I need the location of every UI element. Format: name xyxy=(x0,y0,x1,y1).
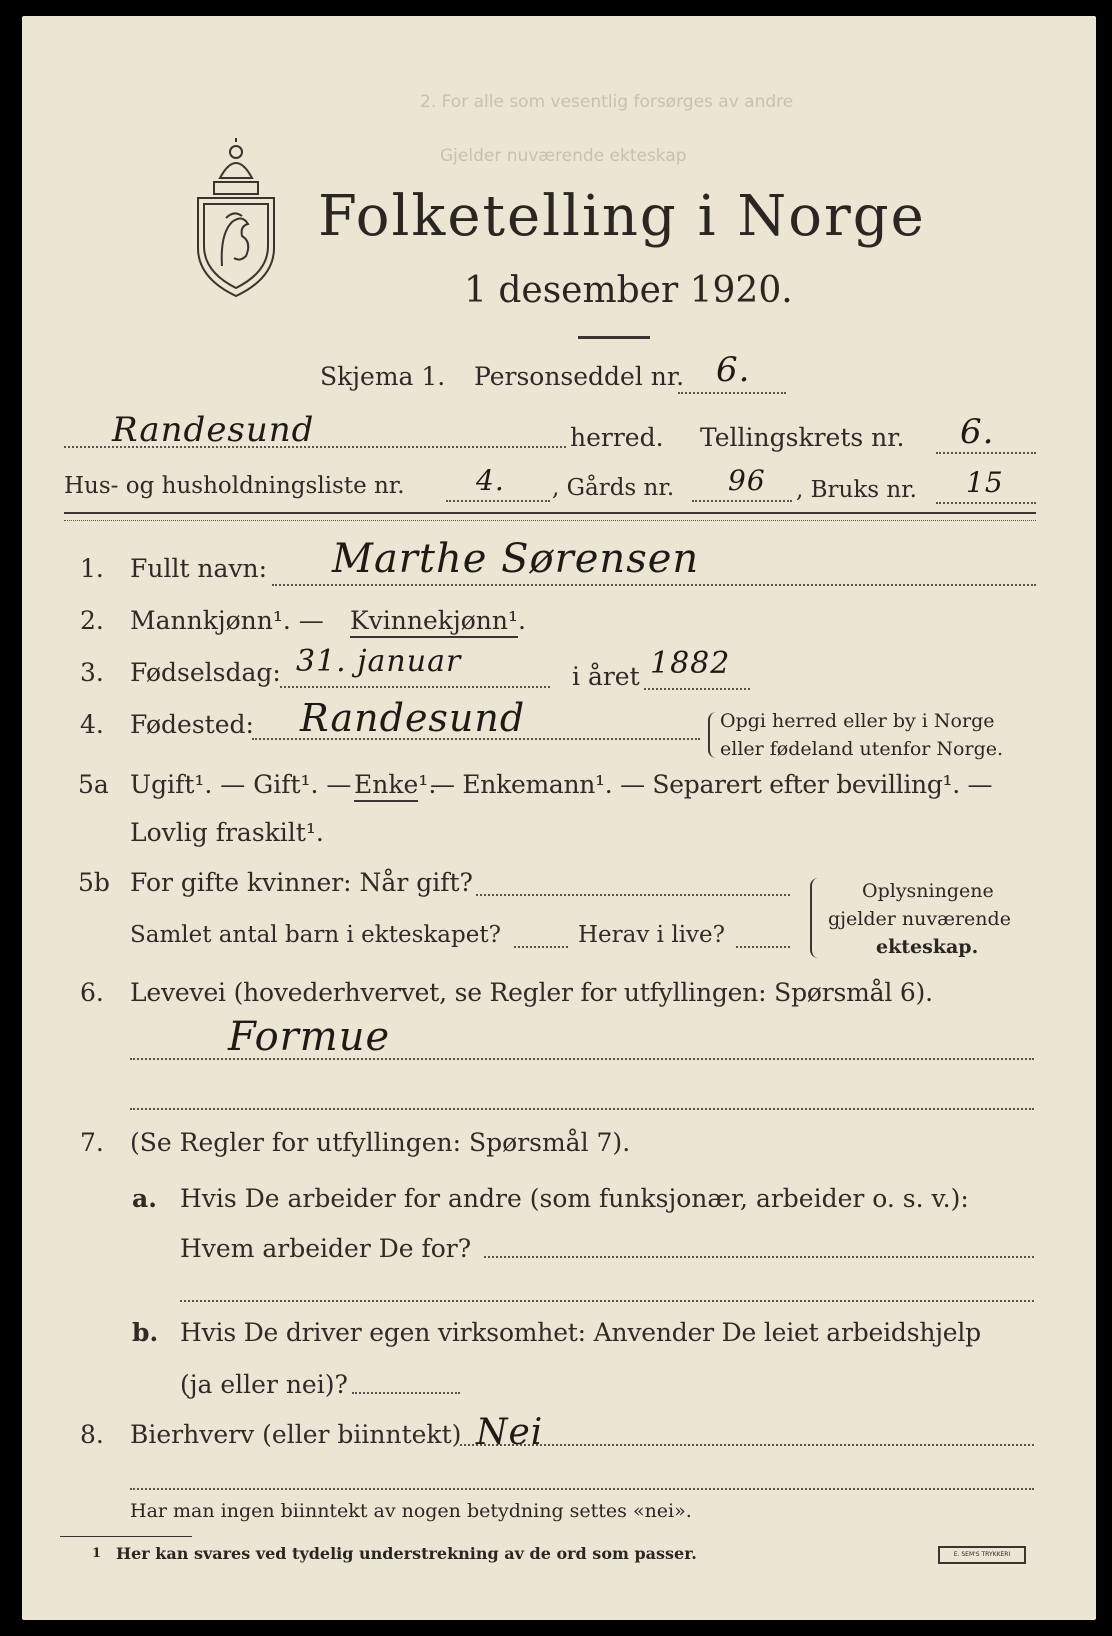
q4-line xyxy=(252,738,700,740)
q4-note-line1: Opgi herred eller by i Norge xyxy=(720,710,995,732)
bleed-through-text: Gjelder nuværende ekteskap xyxy=(440,146,687,166)
title-divider xyxy=(578,336,650,339)
gards-line xyxy=(692,500,792,502)
footnote-mark: 1 xyxy=(92,1546,102,1561)
tellingskrets-value: 6. xyxy=(960,412,995,452)
q2-female-underline xyxy=(350,636,518,638)
q7a-line1: Hvis De arbeider for andre (som funksjonær, arbeider o. s. v.): xyxy=(180,1184,969,1213)
q5a-options-start: Ugift¹. — Gift¹. — xyxy=(130,770,352,799)
q3-label: Fødselsdag: xyxy=(130,658,281,687)
footnote-divider xyxy=(60,1536,192,1537)
q7a-extra-line xyxy=(180,1300,1034,1302)
q5b-alive-label: Herav i live? xyxy=(578,922,725,948)
q7b-letter: b. xyxy=(132,1318,159,1347)
q5a-options-line2: Lovlig fraskilt¹. xyxy=(130,818,324,847)
footnote-text: Her kan svares ved tydelig understrekning av de ord som passer. xyxy=(116,1544,697,1563)
q1-label: Fullt navn: xyxy=(130,554,268,583)
q8-line xyxy=(460,1444,1034,1446)
q1-number: 1. xyxy=(80,554,104,583)
q5b-line1-label: For gifte kvinner: Når gift? xyxy=(130,868,473,897)
q8-number: 8. xyxy=(80,1420,104,1449)
q3-year-label: i året xyxy=(572,662,640,691)
personseddel-label: Personseddel nr. xyxy=(474,362,685,391)
q4-note-line2: eller fødeland utenfor Norge. xyxy=(720,738,1004,760)
q4-birthplace-value: Randesund xyxy=(300,696,526,740)
gards-value: 96 xyxy=(728,464,766,497)
q3-year-line xyxy=(644,688,750,690)
q7b-answer-line xyxy=(352,1392,460,1394)
q2-female-option: Kvinnekjønn¹. xyxy=(350,606,526,635)
q6-label: Levevei (hovederhvervet, se Regler for utfyllingen: Spørsmål 6). xyxy=(130,978,933,1007)
q5a-enke-underline xyxy=(354,800,418,802)
q6-number: 6. xyxy=(80,978,104,1007)
q7b-line2: (ja eller nei)? xyxy=(180,1370,348,1399)
q3-birthday-value: 31. januar xyxy=(296,644,462,679)
header-divider xyxy=(64,512,1036,514)
q7b-line1: Hvis De driver egen virksomhet: Anvender De leiet arbeidshjelp xyxy=(180,1318,981,1347)
form-title: Folketelling i Norge xyxy=(318,184,926,249)
personseddel-line xyxy=(678,392,786,394)
q8-side-income-value: Nei xyxy=(476,1412,544,1453)
q5a-options-end: — Enkemann¹. — Separert efter bevilling¹. — xyxy=(430,770,993,799)
census-date: 1 desember 1920. xyxy=(464,270,793,311)
husliste-label: Hus- og husholdningsliste nr. xyxy=(64,473,405,499)
q6-line2 xyxy=(130,1108,1034,1110)
q2-male-option: Mannkjønn¹. — xyxy=(130,606,324,635)
printer-stamp-text: E. SEM'S TRYKKERI xyxy=(953,1551,1011,1558)
header-divider-dotted xyxy=(64,520,1036,521)
q5b-note-line2: gjelder nuværende xyxy=(828,908,1011,930)
footer-note: Har man ingen biinntekt av nogen betydning settes «nei». xyxy=(130,1500,692,1522)
bleed-through-text: 2. For alle som vesentlig forsørges av andre xyxy=(420,92,794,112)
q5b-note-line3: ekteskap. xyxy=(876,936,979,958)
q6-occupation-value: Formue xyxy=(228,1014,391,1060)
q3-line xyxy=(280,686,550,688)
q7a-line2: Hvem arbeider De for? xyxy=(180,1234,472,1263)
q1-line xyxy=(272,584,1036,586)
q3-number: 3. xyxy=(80,658,104,687)
q8-extra-line xyxy=(130,1488,1034,1490)
q7a-letter: a. xyxy=(132,1184,157,1213)
q4-note-brace xyxy=(708,712,716,758)
q4-number: 4. xyxy=(80,710,104,739)
bruks-value: 15 xyxy=(966,466,1004,499)
q7-label: (Se Regler for utfyllingen: Spørsmål 7). xyxy=(130,1128,631,1157)
herred-label: herred. xyxy=(570,423,664,452)
q5b-children-label: Samlet antal barn i ekteskapet? xyxy=(130,922,501,948)
q1-full-name-value: Marthe Sørensen xyxy=(332,536,700,582)
printer-stamp xyxy=(938,1546,1026,1564)
q5b-married-line xyxy=(476,894,790,896)
q3-year-value: 1882 xyxy=(650,646,731,681)
bruks-line xyxy=(936,502,1036,504)
q7-number: 7. xyxy=(80,1128,104,1157)
q6-line1 xyxy=(130,1058,1034,1060)
bruks-label: , Bruks nr. xyxy=(796,477,917,503)
tellingskrets-line xyxy=(936,452,1036,454)
herred-value: Randesund xyxy=(112,410,315,450)
q5b-alive-line xyxy=(736,946,790,948)
personseddel-value: 6. xyxy=(716,350,751,390)
husliste-value: 4. xyxy=(476,464,505,497)
q7a-employer-line xyxy=(484,1256,1034,1258)
q5a-number: 5a xyxy=(78,770,109,799)
q5b-children-line xyxy=(514,946,568,948)
gards-label: , Gårds nr. xyxy=(552,475,675,501)
husliste-line xyxy=(446,500,550,502)
q5b-number: 5b xyxy=(78,868,110,897)
norwegian-coat-of-arms-icon xyxy=(190,138,282,298)
q5b-note-brace xyxy=(810,878,820,958)
q5b-note-line1: Oplysningene xyxy=(862,880,994,902)
q4-label: Fødested: xyxy=(130,710,254,739)
q8-label: Bierhverv (eller biinntekt) xyxy=(130,1420,462,1449)
schema-label: Skjema 1. xyxy=(320,362,446,391)
herred-line xyxy=(64,446,566,448)
q5a-enke-option: Enke¹. xyxy=(354,770,437,799)
tellingskrets-label: Tellingskrets nr. xyxy=(700,423,905,452)
q2-number: 2. xyxy=(80,606,104,635)
